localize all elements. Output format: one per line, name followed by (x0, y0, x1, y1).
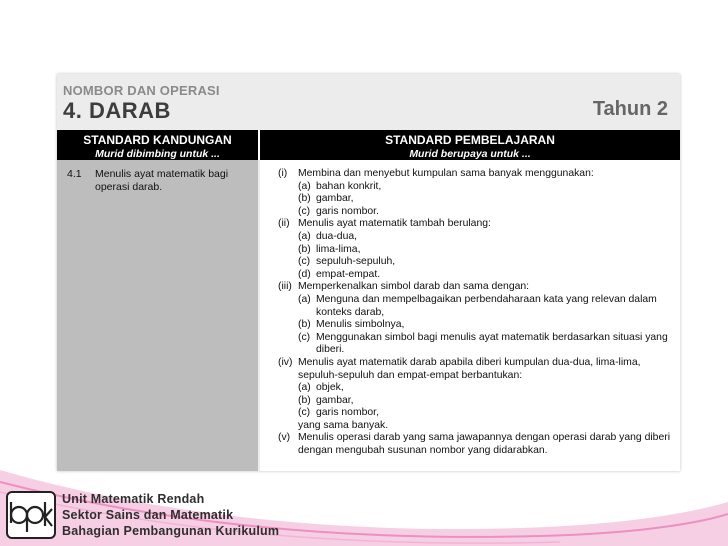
syllabus-document (57, 74, 680, 471)
sub-item-text: gambar, (316, 193, 354, 205)
footer-line-unit: Unit Matematik Rendah (62, 492, 205, 506)
item-text: Menulis ayat matematik darab apabila diberi kumpulan dua-dua, lima-lima, sepuluh-sepuluh dan empat-empat berbantukan: (298, 356, 641, 381)
sub-item-letter: (a) (298, 230, 311, 242)
item-text: Memperkenalkan simbol darab dan sama dengan: (298, 281, 530, 293)
item-numeral: (iv) (278, 356, 293, 368)
sub-item-letter: (b) (298, 394, 311, 406)
learning-item (278, 432, 678, 457)
sub-item (298, 231, 678, 244)
footer (62, 491, 279, 539)
sub-item-text: Menguna dan mempelbagaikan perbendaharaan kata yang relevan dalam konteks darab, (316, 293, 657, 318)
sub-item-text: garis nombor, (316, 407, 379, 419)
sub-item-text: Menggunakan simbol bagi menulis ayat matematik berdasarkan situasi yang diberi. (316, 331, 668, 356)
bpk-logo (5, 490, 57, 540)
sub-item-text: bahan konkrit, (316, 180, 382, 192)
sub-item (298, 407, 678, 420)
column-subtitle: Murid berupaya untuk ... (409, 148, 531, 160)
chapter-title: 4. DARAB (63, 98, 171, 123)
sub-item-text: empat-empat. (316, 268, 381, 280)
column-title: STANDARD KANDUNGAN (83, 133, 232, 147)
item-text: Membina dan menyebut kumpulan sama banyak menggunakan: (298, 168, 594, 179)
sub-item (298, 193, 678, 206)
item-numeral: (ii) (278, 218, 290, 230)
footer-line-division: Bahagian Pembangunan Kurikulum (62, 524, 280, 538)
column-header-standard-kandungan (57, 130, 258, 160)
standard-kandungan-column (57, 160, 258, 471)
sub-item-letter: (a) (298, 180, 311, 192)
learning-item (278, 168, 678, 181)
standard-number: 4.1 (67, 168, 82, 180)
item-text: Menulis operasi darab yang sama jawapannya dengan operasi darab yang diberi dengan mengubah susunan nombor yang didarabkan. (298, 432, 670, 457)
topic-label: NOMBOR DAN OPERASI (63, 83, 220, 98)
sub-item (298, 319, 678, 332)
sub-item-letter: (b) (298, 193, 311, 205)
item-numeral: (iii) (278, 281, 292, 293)
sub-item (298, 382, 678, 395)
sub-item (298, 294, 678, 319)
item-continuation: yang sama banyak. (298, 419, 389, 431)
column-header-standard-pembelajaran (260, 130, 680, 160)
sub-item (298, 244, 678, 257)
column-subtitle: Murid dibimbing untuk ... (95, 148, 220, 160)
learning-item (278, 218, 678, 231)
sub-item-letter: (a) (298, 293, 311, 305)
sub-item-letter: (d) (298, 268, 311, 280)
sub-item-letter: (c) (298, 407, 311, 419)
learning-item (278, 281, 678, 294)
sub-item (298, 256, 678, 269)
item-numeral: (v) (278, 432, 291, 444)
year-label: Tahun 2 (592, 98, 668, 120)
sub-item-letter: (c) (298, 256, 311, 268)
sub-item (298, 269, 678, 282)
learning-item (278, 357, 678, 382)
sub-item-text: lima-lima, (316, 243, 361, 255)
sub-item (298, 181, 678, 194)
sub-item-text: garis nombor. (316, 205, 379, 217)
sub-item (298, 395, 678, 408)
learning-standards-list (278, 168, 678, 458)
sub-item-letter: (a) (298, 382, 311, 394)
footer-line-sector: Sektor Sains dan Matematik (62, 508, 234, 522)
sub-item-letter: (c) (298, 331, 311, 343)
sub-item-letter: (b) (298, 319, 311, 331)
sub-item-text: Menulis simbolnya, (316, 319, 405, 331)
sub-item-letter: (b) (298, 243, 311, 255)
sub-item-text: objek, (316, 382, 344, 394)
column-title: STANDARD PEMBELAJARAN (385, 133, 555, 147)
sub-item (298, 332, 678, 357)
standard-pembelajaran-column (260, 160, 680, 471)
sub-item-text: dua-dua, (316, 230, 358, 242)
sub-item (298, 206, 678, 219)
sub-item-text: sepuluh-sepuluh, (316, 256, 396, 268)
table-header (57, 130, 680, 160)
sub-item-letter: (c) (298, 205, 311, 217)
sub-item-text: gambar, (316, 394, 354, 406)
item-numeral: (i) (278, 168, 288, 179)
item-text: Menulis ayat matematik tambah berulang: (298, 218, 491, 230)
standard-text: Menulis ayat matematik bagi operasi darab. (95, 168, 229, 193)
